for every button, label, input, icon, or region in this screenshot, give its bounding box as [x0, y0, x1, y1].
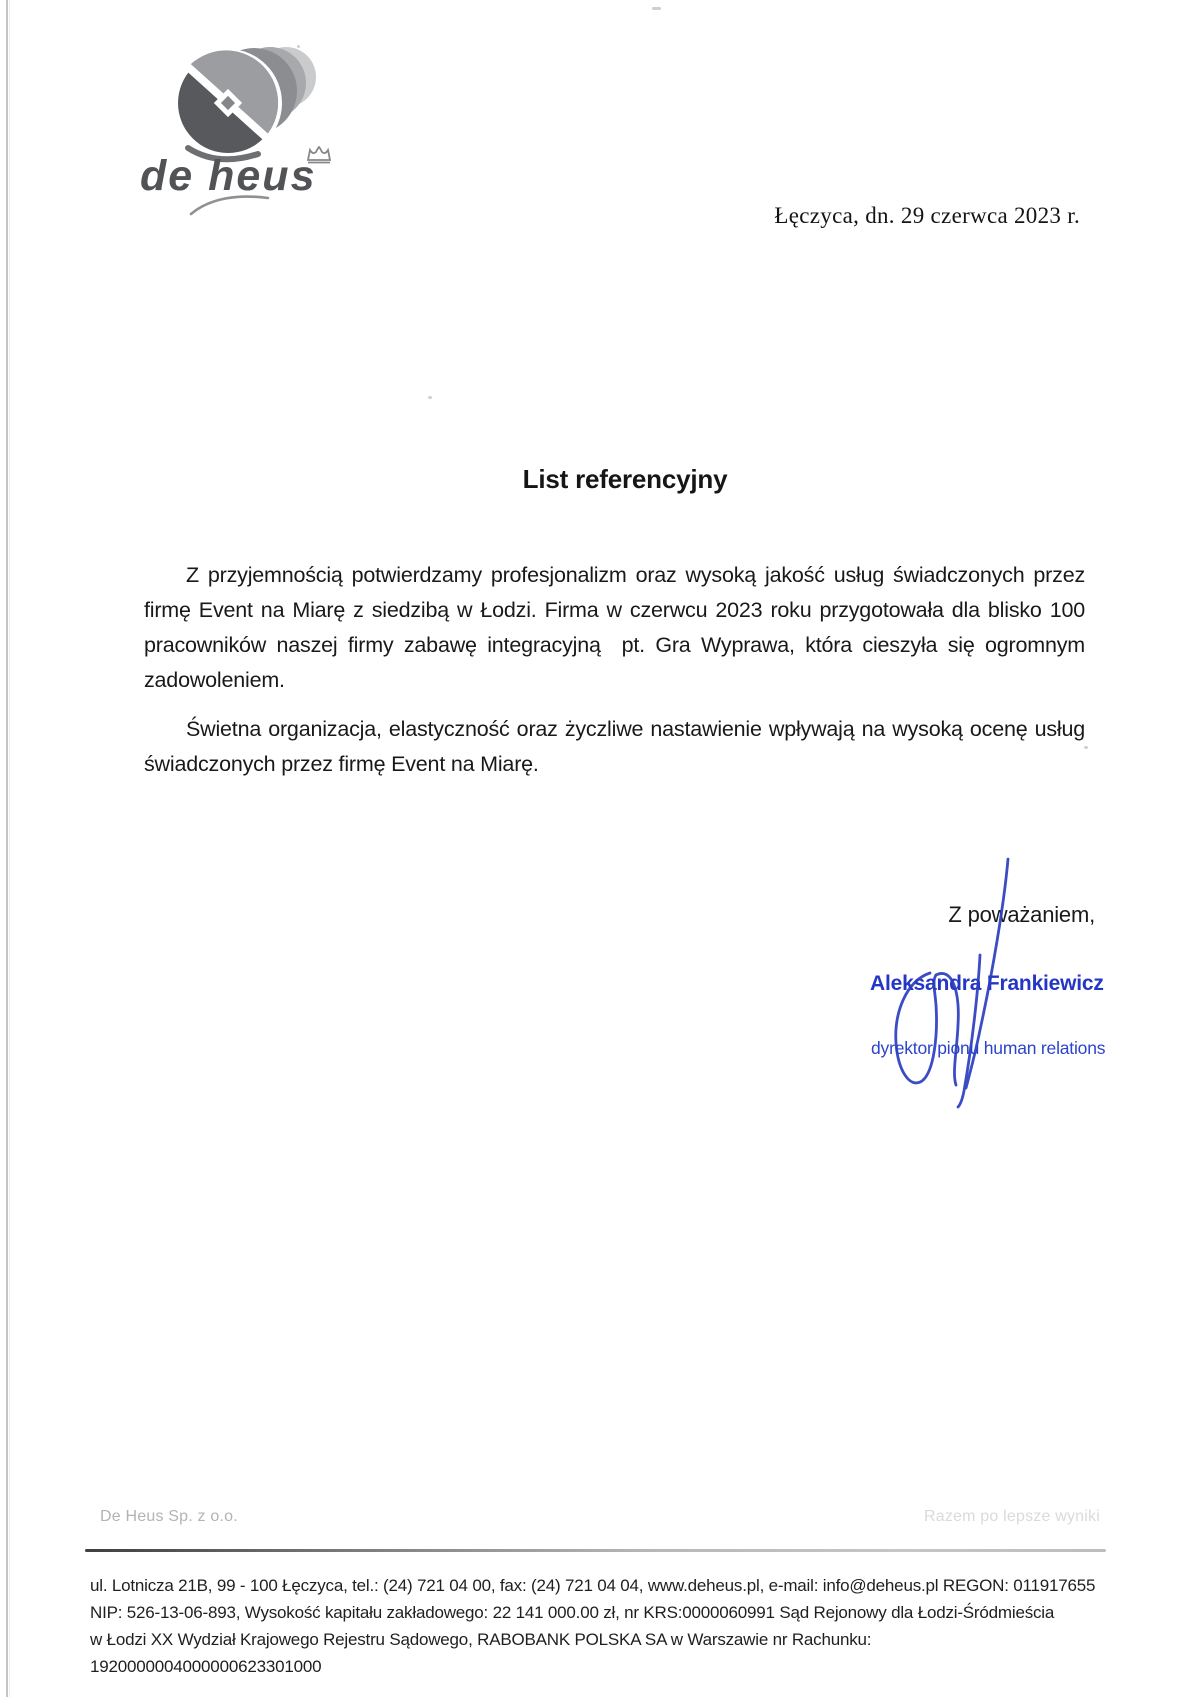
footer-address-line: NIP: 526-13-06-893, Wysokość kapitału zakładowego: 22 141 000.00 zł, nr KRS:0000060991 Sąd Rejonowy dla Łodzi-Śródmieścia — [90, 1603, 1055, 1622]
footer-address-line: ul. Lotnicza 21B, 99 - 100 Łęczyca, tel.: (24) 721 04 00, fax: (24) 721 04 04, www.deheus.pl, e-mail: info@deheus.pl REGON: 011917655 — [90, 1576, 1096, 1595]
footer-address-block — [90, 1572, 1105, 1680]
handwritten-signature — [840, 845, 1070, 1110]
footer-company-name: De Heus Sp. z o.o. — [100, 1508, 238, 1525]
scan-edge-line-faint — [9, 0, 10, 1697]
de-heus-logo — [138, 40, 358, 230]
logo-brand-text: de heus — [140, 152, 317, 200]
scan-speck — [428, 396, 432, 399]
footer-slogan: Razem po lepsze wyniki — [923, 1508, 1100, 1525]
footer-divider — [85, 1549, 1106, 1552]
signer-title: dyrektor pionu human relations — [871, 1038, 1106, 1058]
letter-body — [144, 558, 1091, 796]
valediction: Z poważaniem, — [948, 902, 1095, 927]
scan-speck — [652, 7, 661, 10]
scan-edge-line — [6, 0, 8, 1697]
crown-icon — [304, 146, 334, 164]
signer-name: Aleksandra Frankiewicz — [870, 972, 1104, 995]
letter-date: Łęczyca, dn. 29 czerwca 2023 r. — [774, 203, 1080, 228]
body-paragraph-2: Świetna organizacja, elastyczność oraz życzliwe nastawienie wpływają na wysoką ocenę usług świadczonych przez firmę Event na Miarę. — [144, 717, 1091, 776]
letter-title: List referencyjny — [522, 464, 728, 494]
footer-address-line: w Łodzi XX Wydział Krajowego Rejestru Sądowego, RABOBANK POLSKA SA w Warszawie nr Rachunku: 1920000004000000623301000 — [90, 1630, 872, 1676]
logo-swoosh — [188, 192, 272, 218]
body-paragraph-1: Z przyjemnością potwierdzamy profesjonalizm oraz wysoką jakość usług świadczonych przez firmę Event na Miarę z siedzibą w Łodzi. Firma w czerwcu 2023 roku przygotowała dla blisko 100 pracowników naszej firmy zabawę integracyjną pt. Gra Wyprawa, która cieszyła się ogromnym zadowoleniem. — [144, 563, 1091, 692]
